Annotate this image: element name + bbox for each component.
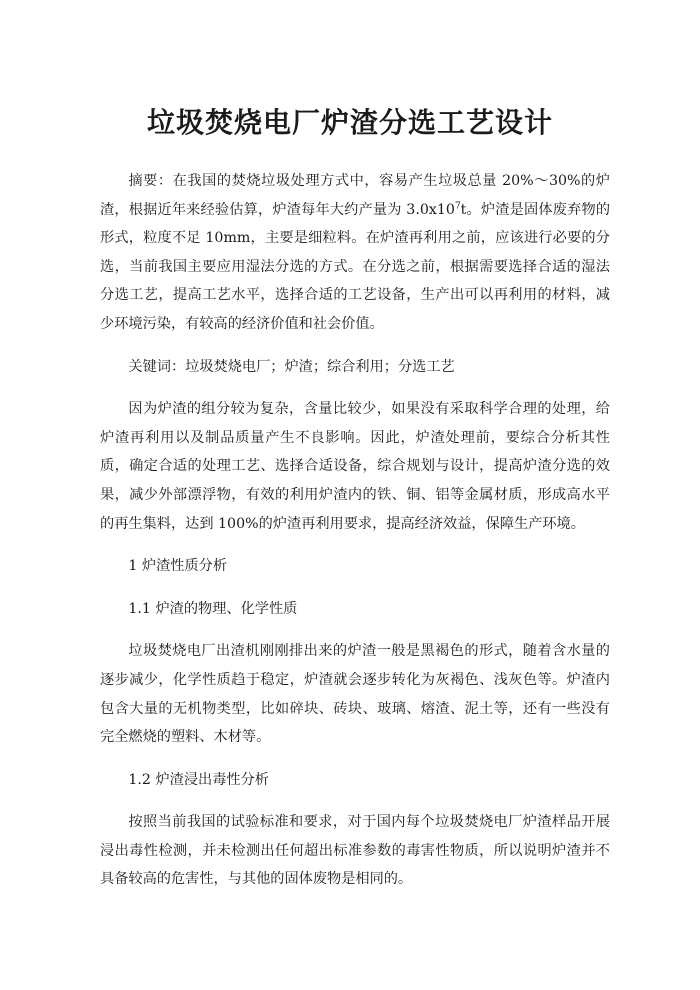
section-1-1-heading: 1.1 炉渣的物理、化学性质 bbox=[128, 600, 298, 617]
abstract-tail: t。炉渣是固体废弃物的形式，粒度不足 10mm，主要是细粒料。在炉渣再利用之前，应该进行必要的分选，当前我国主要应用湿法分选的方式。在分选之前，根据需要选择合适的湿法分选工艺，提高工艺水平，选择合适的工艺设备，生产出可以再利用的材料，减少环境污染，有较高的经济价值和社会价值。 bbox=[100, 201, 611, 332]
section-1-1-paragraph: 垃圾焚烧电厂出渣机刚刚排出来的炉渣一般是黑褐色的形式，随着含水量的逐步减少，化学性质趋于稳定，炉渣就会逐步转化为灰褐色、浅灰色等。炉渣内包含大量的无机物类型，比如碎块、砖块、玻璃、熔渣、泥土等，还有一些没有完全燃烧的塑料、木材等。 bbox=[100, 643, 610, 746]
abstract-exponent: 7 bbox=[454, 200, 461, 211]
section-1-heading: 1 炉渣性质分析 bbox=[128, 558, 228, 575]
document-body bbox=[100, 167, 610, 894]
intro-paragraph: 因为炉渣的组分较为复杂，含量比较少，如果没有采取科学合理的处理，给炉渣再利用以及制品质量产生不良影响。因此，炉渣处理前，要综合分析其性质，确定合适的处理工艺、选择合适设备，综合规划与设计，提高炉渣分选的效果，减少外部漂浮物，有效的利用炉渣内的铁、铜、铝等金属材质，形成高水平的再生集料，达到 100%的炉渣再利用要求，提高经济效益，保障生产环境。 bbox=[100, 401, 610, 532]
section-1-2-heading: 1.2 炉渣浸出毒性分析 bbox=[128, 771, 269, 788]
document-title: 垃圾焚烧电厂炉渣分选工艺设计 bbox=[146, 106, 553, 139]
section-1-2-paragraph: 按照当前我国的试验标准和要求，对于国内每个垃圾焚烧电厂炉渣样品开展浸出毒性检测，并未检测出任何超出标准参数的毒害性物质，所以说明炉渣并不具备较高的危害性，与其他的固体废物是相同的。 bbox=[100, 814, 610, 888]
abstract-lead: 摘要：在我国的焚烧垃圾处理方式中，容易产生垃圾总量 20%～30%的炉渣，根据近年来经验估算，炉渣每年大约产量为 3.0x10 bbox=[100, 173, 610, 218]
abstract-paragraph bbox=[100, 167, 610, 339]
keywords-paragraph: 关键词：垃圾焚烧电厂；炉渣；综合利用；分选工艺 bbox=[128, 358, 455, 375]
